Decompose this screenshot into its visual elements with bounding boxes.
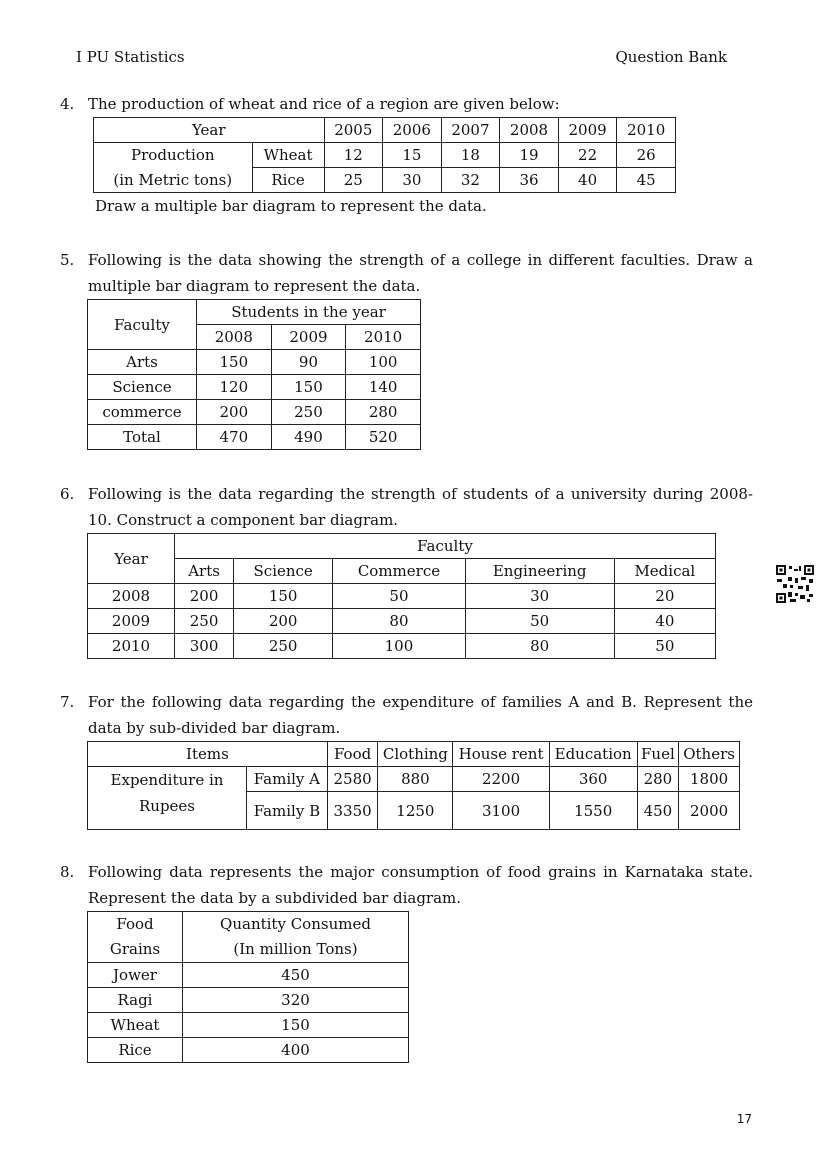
table-row <box>88 609 716 634</box>
question-8 <box>60 859 753 911</box>
qr-code-icon <box>776 565 814 603</box>
page-number: 17 <box>736 1112 752 1126</box>
table-cell: 320 <box>183 988 409 1013</box>
question-6 <box>60 481 753 533</box>
table-header: 2008 <box>197 325 272 350</box>
table-header: Food <box>327 742 378 767</box>
table-cell: 1550 <box>549 792 637 830</box>
table-cell: 120 <box>197 375 272 400</box>
question-number: 6. <box>60 485 75 503</box>
question-7 <box>60 689 753 741</box>
table-cell: 150 <box>234 584 333 609</box>
row-label: Wheat <box>88 1013 183 1038</box>
table-header: Fuel <box>637 742 679 767</box>
table-header: 2006 <box>383 118 442 143</box>
table-cell: 140 <box>346 375 421 400</box>
question-text: For the following data regarding the expenditure of families A and B. Represent the data by sub-divided bar diagram. <box>88 693 753 737</box>
table-cell: 280 <box>346 400 421 425</box>
table-header: 2010 <box>617 118 676 143</box>
table-cell: 450 <box>637 792 679 830</box>
table-row <box>88 350 421 375</box>
table-cell: 200 <box>197 400 272 425</box>
table-cell: 100 <box>333 634 465 659</box>
table-cell: 40 <box>614 609 715 634</box>
q8-table <box>87 911 409 1063</box>
row-label: Arts <box>88 350 197 375</box>
table-header: Students in the year <box>197 300 421 325</box>
table-row <box>94 168 676 193</box>
question-text: Following is the data regarding the strength of students of a university during 2008-10. Construct a component bar diagram. <box>88 485 753 529</box>
table-header: Commerce <box>333 559 465 584</box>
q4-table <box>93 117 676 193</box>
table-cell: 2580 <box>327 767 378 792</box>
row-label-line: Expenditure in <box>110 771 224 789</box>
table-row <box>88 400 421 425</box>
table-header <box>88 912 183 963</box>
q7-table <box>87 741 740 830</box>
table-cell: 490 <box>271 425 346 450</box>
table-cell: 150 <box>271 375 346 400</box>
table-cell: 470 <box>197 425 272 450</box>
question-text: The production of wheat and rice of a region are given below: <box>88 95 560 113</box>
table-header: Year <box>88 534 175 584</box>
row-label: Family A <box>247 767 328 792</box>
row-label <box>88 767 247 830</box>
row-label-line: Rupees <box>138 797 195 815</box>
question-number: 7. <box>60 693 75 711</box>
question-number: 8. <box>60 863 75 881</box>
header-right: Question Bank <box>615 48 727 66</box>
table-cell: 100 <box>346 350 421 375</box>
table-cell: 2000 <box>679 792 740 830</box>
table-cell: 360 <box>549 767 637 792</box>
row-label: 2009 <box>88 609 175 634</box>
table-header <box>183 912 409 963</box>
row-label: Total <box>88 425 197 450</box>
table-cell: 280 <box>637 767 679 792</box>
table-cell: 200 <box>234 609 333 634</box>
table-header: Year <box>94 118 325 143</box>
table-row <box>88 1013 409 1038</box>
table-header: Science <box>234 559 333 584</box>
table-header: Faculty <box>88 300 197 350</box>
table-cell: 880 <box>378 767 453 792</box>
row-label: Science <box>88 375 197 400</box>
table-header: 2009 <box>271 325 346 350</box>
table-row <box>88 375 421 400</box>
row-label: Wheat <box>252 143 324 168</box>
table-cell: 40 <box>558 168 617 193</box>
table-cell: 50 <box>333 584 465 609</box>
question-number: 5. <box>60 251 75 269</box>
table-cell: 50 <box>465 609 614 634</box>
header-left: I PU Statistics <box>76 48 185 66</box>
table-header: Others <box>679 742 740 767</box>
row-label: Family B <box>247 792 328 830</box>
table-header: House rent <box>453 742 549 767</box>
table-cell: 400 <box>183 1038 409 1063</box>
table-cell: 36 <box>500 168 559 193</box>
row-label: Jower <box>88 963 183 988</box>
table-cell: 3100 <box>453 792 549 830</box>
question-text: Following is the data showing the strength of a college in different faculties. Draw a multiple bar diagram to represent the data. <box>88 251 753 295</box>
table-row <box>88 634 716 659</box>
q5-table <box>87 299 421 450</box>
table-cell: 250 <box>234 634 333 659</box>
header-line: Grains <box>109 940 161 958</box>
table-cell: 150 <box>183 1013 409 1038</box>
table-cell: 90 <box>271 350 346 375</box>
table-cell: 25 <box>324 168 383 193</box>
table-cell: 26 <box>617 143 676 168</box>
table-cell: 20 <box>614 584 715 609</box>
row-label: Rice <box>88 1038 183 1063</box>
table-cell: 15 <box>383 143 442 168</box>
table-cell: 2200 <box>453 767 549 792</box>
table-cell: 150 <box>197 350 272 375</box>
question-text: Following data represents the major consumption of food grains in Karnataka state. Represent the data by a subdivided bar diagram. <box>88 863 753 907</box>
row-label: commerce <box>88 400 197 425</box>
table-header: 2005 <box>324 118 383 143</box>
table-header: Faculty <box>175 534 716 559</box>
table-cell: 80 <box>465 634 614 659</box>
table-header: Education <box>549 742 637 767</box>
table-cell: 50 <box>614 634 715 659</box>
table-cell: 30 <box>465 584 614 609</box>
row-label: 2010 <box>88 634 175 659</box>
header-line: (In million Tons) <box>233 940 358 958</box>
table-cell: 22 <box>558 143 617 168</box>
table-header: Medical <box>614 559 715 584</box>
table-header: Engineering <box>465 559 614 584</box>
question-number: 4. <box>60 95 75 113</box>
table-cell: 18 <box>441 143 500 168</box>
table-cell: 250 <box>271 400 346 425</box>
q6-table <box>87 533 716 659</box>
table-cell: 32 <box>441 168 500 193</box>
question-5 <box>60 247 753 299</box>
row-label: Production <box>94 143 253 168</box>
table-header: 2007 <box>441 118 500 143</box>
table-cell: 19 <box>500 143 559 168</box>
row-label: (in Metric tons) <box>94 168 253 193</box>
row-label: 2008 <box>88 584 175 609</box>
header-line: Food <box>116 915 154 933</box>
table-row <box>88 988 409 1013</box>
table-row <box>88 767 740 792</box>
table-cell: 250 <box>175 609 234 634</box>
table-cell: 450 <box>183 963 409 988</box>
question-4 <box>60 91 753 117</box>
row-label: Ragi <box>88 988 183 1013</box>
table-header: 2009 <box>558 118 617 143</box>
table-header: 2010 <box>346 325 421 350</box>
table-row <box>88 425 421 450</box>
table-cell: 12 <box>324 143 383 168</box>
table-cell: 200 <box>175 584 234 609</box>
table-cell: 30 <box>383 168 442 193</box>
table-cell: 1800 <box>679 767 740 792</box>
q4-instruction: Draw a multiple bar diagram to represent the data. <box>95 197 487 215</box>
table-cell: 1250 <box>378 792 453 830</box>
table-cell: 45 <box>617 168 676 193</box>
table-row <box>88 963 409 988</box>
table-cell: 520 <box>346 425 421 450</box>
table-row <box>88 584 716 609</box>
table-row <box>94 143 676 168</box>
header-line: Quantity Consumed <box>220 915 371 933</box>
table-header: Arts <box>175 559 234 584</box>
table-header: Items <box>88 742 328 767</box>
table-row <box>88 1038 409 1063</box>
row-label: Rice <box>252 168 324 193</box>
table-header: Clothing <box>378 742 453 767</box>
table-cell: 3350 <box>327 792 378 830</box>
table-header: 2008 <box>500 118 559 143</box>
table-cell: 80 <box>333 609 465 634</box>
table-cell: 300 <box>175 634 234 659</box>
